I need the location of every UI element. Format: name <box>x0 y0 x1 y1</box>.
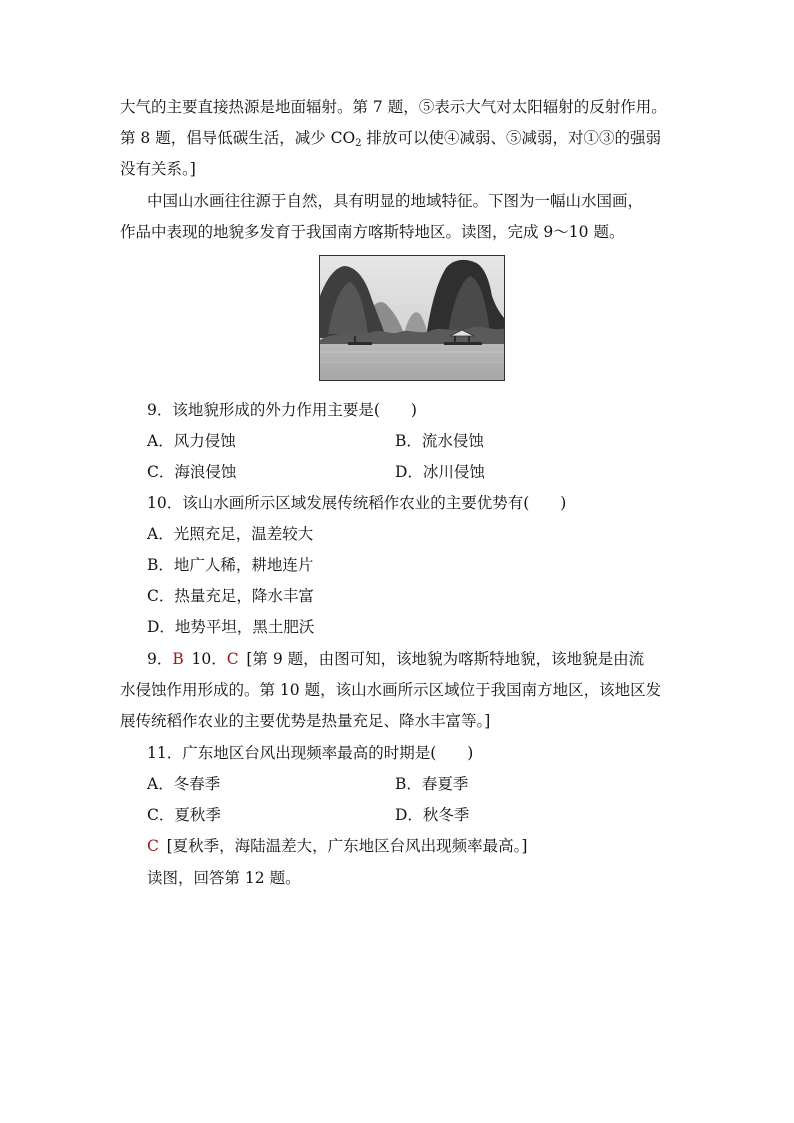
answer-9-10-line-3: 展传统稻作农业的主要优势是热量充足、降水丰富等。] <box>120 712 491 730</box>
answer-9-letter: B <box>172 650 184 668</box>
q11-stem: 11．广东地区台风出现频率最高的时期是( ) <box>147 744 474 762</box>
prev-explanation-line-2 <box>120 128 661 148</box>
prev-explanation-line-2-pre: 第 8 题，倡导低碳生活，减少 CO <box>120 129 356 147</box>
q11-option-c[interactable]: C．夏秋季 <box>147 806 221 824</box>
q11-option-d[interactable]: D．秋冬季 <box>395 806 470 824</box>
q9-option-a[interactable]: A．风力侵蚀 <box>147 432 236 450</box>
q9-option-c[interactable]: C．海浪侵蚀 <box>147 463 237 481</box>
answer-10-letter: C <box>226 650 239 668</box>
prev-explanation-line-3: 没有关系。] <box>120 160 196 178</box>
karst-landscape-illustration <box>320 256 505 381</box>
q10-option-c[interactable]: C．热量充足，降水丰富 <box>147 587 314 605</box>
q10-option-a[interactable]: A．光照充足，温差较大 <box>147 525 314 543</box>
answer-10-number: 10． <box>191 650 227 668</box>
co2-subscript: 2 <box>355 138 362 149</box>
prev-explanation-line-1: 大气的主要直接热源是地面辐射。第 7 题，⑤表示大气对太阳辐射的反射作用。 <box>120 98 667 116</box>
answer-9-number: 9． <box>147 650 173 668</box>
prev-explanation-line-2-post: 排放可以使④减弱、⑤减弱，对①③的强弱 <box>361 129 662 147</box>
q11-option-a[interactable]: A．冬春季 <box>147 775 221 793</box>
answer-11-text: [夏秋季，海陆温差大，广东地区台风出现频率最高。] <box>166 837 528 855</box>
intro-line-2: 作品中表现的地貌多发育于我国南方喀斯特地区。读图，完成 9～10 题。 <box>120 223 625 241</box>
answer-11-letter: C <box>147 837 159 855</box>
q10-stem: 10．该山水画所示区域发展传统稻作农业的主要优势有( ) <box>147 494 567 512</box>
q9-stem: 9．该地貌形成的外力作用主要是( ) <box>147 401 417 419</box>
q9-option-b[interactable]: B．流水侵蚀 <box>395 432 484 450</box>
q10-option-b[interactable]: B．地广人稀，耕地连片 <box>147 556 314 574</box>
answer-9-10-line-1 <box>147 649 644 669</box>
q10-option-d[interactable]: D．地势平坦，黑土肥沃 <box>147 618 315 636</box>
q11-option-b[interactable]: B．春夏季 <box>395 775 469 793</box>
answer-11-line <box>147 836 527 856</box>
answer-9-10-text: [第 9 题，由图可知，该地貌为喀斯特地貌，该地貌是由流 <box>246 650 645 668</box>
q9-option-d[interactable]: D．冰川侵蚀 <box>395 463 485 481</box>
karst-landscape-photo <box>319 255 505 381</box>
q12-intro: 读图，回答第 12 题。 <box>147 869 301 887</box>
intro-line-1: 中国山水画往往源于自然，具有明显的地域特征。下图为一幅山水国画， <box>147 192 644 210</box>
answer-9-10-line-2: 水侵蚀作用形成的。第 10 题，该山水画所示区域位于我国南方地区，该地区发 <box>120 681 662 699</box>
